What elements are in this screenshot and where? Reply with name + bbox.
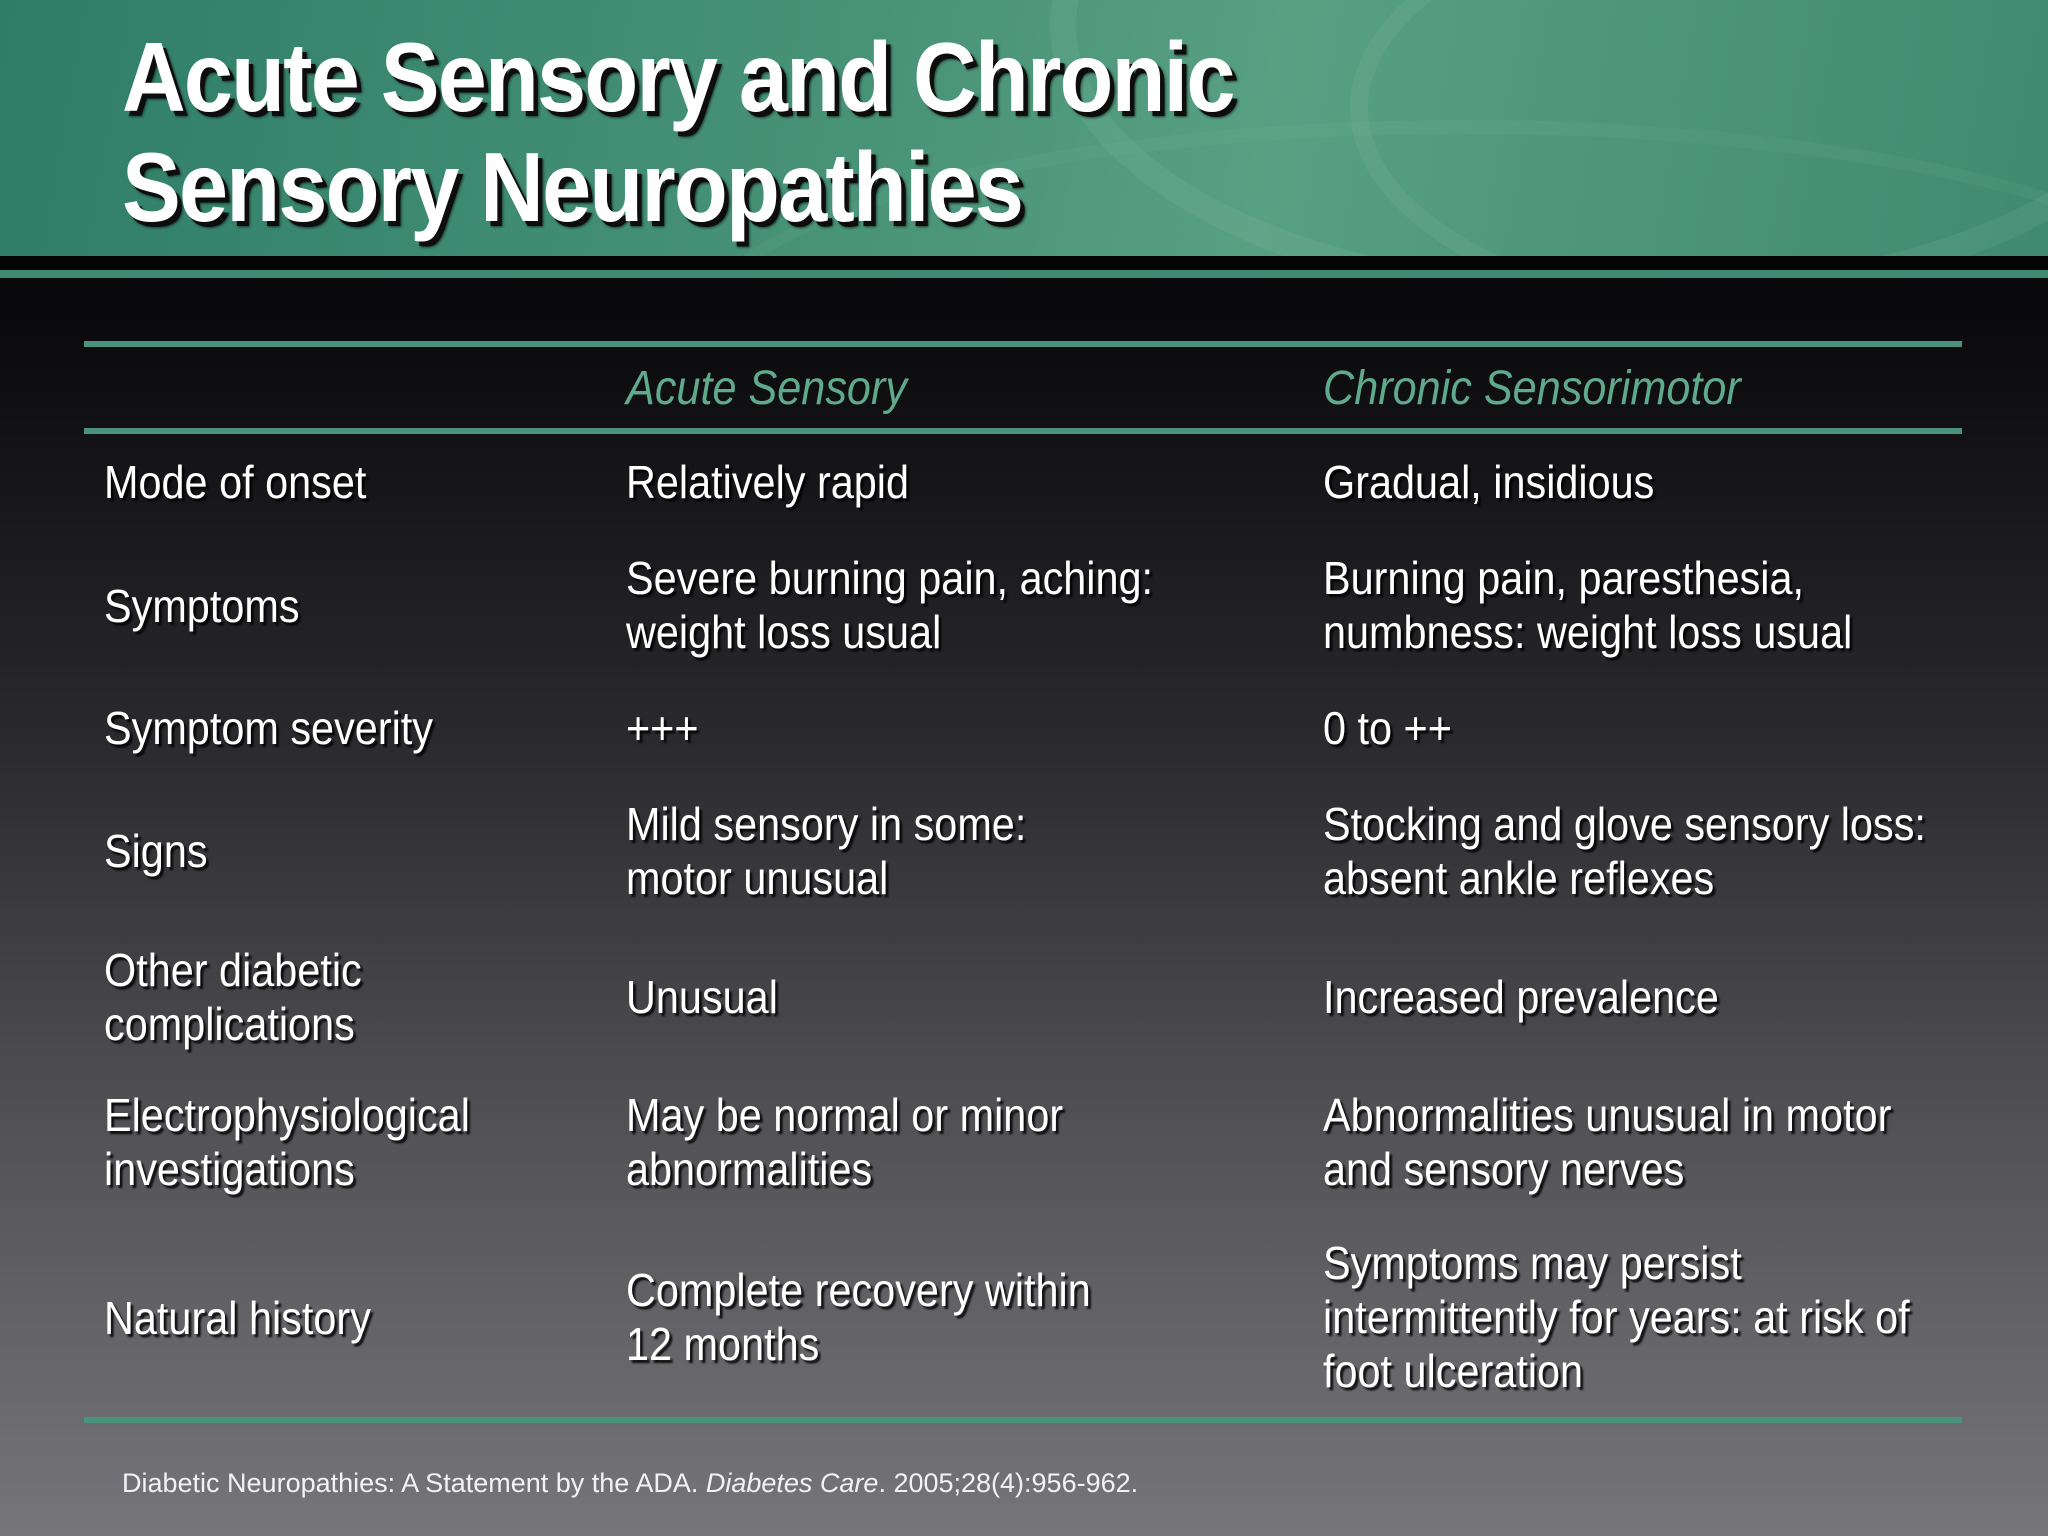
- citation-details: . 2005;28(4):956-962.: [878, 1468, 1139, 1498]
- slide-title-line-2: Sensory Neuropathies: [122, 132, 1023, 242]
- column-header-acute-sensory: Acute Sensory: [626, 362, 907, 415]
- row-label-signs: Signs: [104, 825, 208, 877]
- slide-title-line-1: Acute Sensory and Chronic: [122, 22, 1234, 132]
- header-divider-dark: [0, 256, 2048, 270]
- citation: [122, 1466, 1138, 1500]
- table-bottom-rule: [84, 1417, 1962, 1423]
- cell-acute-mode-of-onset: Relatively rapid: [626, 456, 910, 508]
- cell-acute-signs: Mild sensory in some: motor unusual: [626, 798, 1027, 904]
- cell-chronic-symptom-severity: 0 to ++: [1323, 702, 1452, 754]
- cell-chronic-symptoms: Burning pain, paresthesia, numbness: weight loss usual: [1323, 552, 1853, 658]
- title-banner: [0, 0, 2048, 256]
- citation-authors: Diabetic Neuropathies: A Statement by the ADA.: [122, 1468, 706, 1498]
- row-label-natural-history: Natural history: [104, 1292, 371, 1344]
- cell-chronic-natural-history: Symptoms may persist intermittently for years: at risk of foot ulceration: [1323, 1237, 1910, 1397]
- citation-journal: Diabetes Care: [705, 1468, 879, 1498]
- row-label-other-diabetic-complications: Other diabetic complications: [104, 944, 362, 1050]
- row-label-symptom-severity: Symptom severity: [104, 702, 433, 754]
- cell-acute-symptoms: Severe burning pain, aching: weight loss usual: [626, 552, 1154, 658]
- table-top-rule: [84, 341, 1962, 347]
- cell-chronic-signs: Stocking and glove sensory loss: absent ankle reflexes: [1323, 798, 1926, 904]
- header-divider-green: [0, 270, 2048, 278]
- cell-chronic-mode-of-onset: Gradual, insidious: [1323, 456, 1655, 508]
- table-header-rule: [84, 428, 1962, 434]
- slide-title: [122, 22, 1234, 242]
- cell-chronic-electrophysiological-investigations: Abnormalities unusual in motor and sensory nerves: [1323, 1089, 1892, 1195]
- cell-acute-natural-history: Complete recovery within 12 months: [626, 1264, 1091, 1370]
- cell-acute-other-diabetic-complications: Unusual: [626, 971, 778, 1023]
- row-label-electrophysiological-investigations: Electrophysiological investigations: [104, 1089, 470, 1195]
- row-label-mode-of-onset: Mode of onset: [104, 456, 367, 508]
- cell-chronic-other-diabetic-complications: Increased prevalence: [1323, 971, 1719, 1023]
- cell-acute-electrophysiological-investigations: May be normal or minor abnormalities: [626, 1089, 1064, 1195]
- cell-acute-symptom-severity: +++: [626, 702, 699, 754]
- column-header-chronic-sensorimotor: Chronic Sensorimotor: [1323, 362, 1741, 415]
- row-label-symptoms: Symptoms: [104, 580, 300, 632]
